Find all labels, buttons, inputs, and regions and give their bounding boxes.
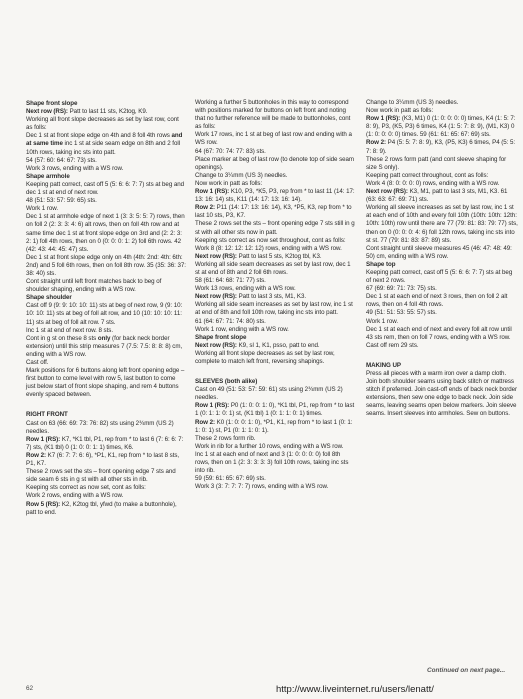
instruction-text: Work 2 rows, ending with a WS row.: [26, 492, 124, 500]
instruction-text: Row 1 (RS): K10, P3, *K5, P3, rep from * to last 11 (14: 17: 13: 16: 14) sts, K11 (14: 17: 13: 16: 14).: [195, 188, 355, 204]
instruction-text: Dec 1 st at each end of next 3 rows, then on foll 2 alt rows, then on 4 foll 4th rows.: [366, 293, 508, 309]
instruction-text: Working all sleeve increases as set by last row, inc 1 st at each end of 10th and every foll 10th (10th: 10th: 12th: 10th: 10th) row until there are 77 (79: 81: 83: 79: 77) sts, then on 0 (0: 0: 0: 4: 6) foll 12th rows, taking inc sts into st st. 77 (79: 81: 83: 87: 89) sts.: [366, 204, 518, 244]
heading-sleeves: SLEEVES (both alike): [195, 378, 258, 386]
instruction-text: Work 17 rows, inc 1 st at beg of last row and ending with a WS row.: [195, 131, 352, 147]
instruction-text: Row 1 (RS): P0 (1: 0: 0: 1: 0), *K1 tbl, P1, rep from * to last 1 (0: 1: 1: 0: 1) st, (K1 tbl) 1 (0: 1: 1: 0: 1) times.: [195, 402, 355, 418]
instruction-text: Working all front slope decreases as set by last row, cont as folls:: [26, 116, 179, 132]
instruction-text: Cast on 63 (66: 69: 73: 76: 82) sts using 2¾mm (US 2) needles.: [26, 419, 174, 435]
instruction-text: Working all front slope decreases as set by last row, complete to match left front, reversing shapings.: [195, 349, 335, 365]
instruction-text: Working all side seam decreases as set by last row, dec 1 st at end of 8th and 2 foll 6th rows.: [195, 260, 351, 276]
instruction-text: Now work in patt as folls:: [195, 179, 263, 187]
instruction-text: Dec 1 st at each end of next and every foll alt row until 43 sts rem, then on foll 7 rows, ending with a WS row.: [366, 325, 512, 341]
instruction-text: Cast off 9 (9: 9: 10: 10: 11) sts at beg of next row, 9 (9: 10: 10: 10: 11) sts at beg of foll alt row, and 10 (10: 10: 10: 11: 11) sts at beg of foll alt row. 7 sts.: [26, 302, 183, 326]
instruction-text: Cast off.: [26, 359, 49, 366]
instruction-text: Cont straight until left front matches back to beg of shoulder shaping, ending with a WS row.: [26, 278, 162, 294]
instruction-text: Row 2: P11 (14: 17: 13: 16: 14), K3, *P5, K3, rep from * to last 10 sts, P3, K7.: [195, 204, 352, 220]
instruction-text: These 2 rows form patt (and cont sleeve shaping for size S only).: [366, 155, 507, 171]
instruction-text: Place marker at beg of last row (to denote top of side seam openings).: [195, 155, 355, 171]
instruction-text: Work 4 (8: 0: 0: 0: 0) rows, ending with a WS row.: [366, 179, 500, 187]
instruction-text: Next row (RS): K9, sl 1, K1, psso, patt to end.: [195, 341, 320, 349]
instruction-text: Next row (RS): Patt to last 3 sts, M1, K3.: [195, 293, 307, 301]
instruction-text: Change to 3¼mm (US 3) needles.: [366, 99, 459, 106]
instruction-text: Cont in g st on these 8 sts only (for back neck border extension) until this strip measures 7 (7.5: 7.5: 8: 8: 8) cm, ending with a WS row.: [26, 334, 183, 358]
instruction-text: Dec 1 st at front slope edge only on 4th (4th: 2nd: 4th: 6th: 2nd) and 5 foll 6th rows, then on foll 8th row. 35 (35: 36: 37: 38: 40) sts.: [26, 253, 186, 277]
instruction-text: Next row (RS): Patt to last 11 sts, K2tog, K9.: [26, 108, 148, 116]
column-right: [366, 99, 518, 419]
instruction-text: Inc 1 st at each end of next and 3 (1: 0: 0: 0: 0) foll 8th rows, then on 1 (2: 3: 3: 3: 3) foll 10th rows, taking inc sts into rib.: [195, 450, 349, 475]
instruction-text: Keeping sts correct as now set, cont as folls:: [26, 484, 146, 492]
instruction-text: Keeping patt correct throughout, cont as folls:: [366, 171, 489, 179]
heading-shape-shoulder: Shape shoulder: [26, 294, 72, 302]
instruction-text: Mark positions for 6 buttons along left front opening edge – first button to come level with row 5, last button to come just below start of front slope shaping, and rem 4 buttons evenly spaced between.: [26, 367, 185, 399]
instruction-text: Work 3 rows, ending with a WS row.: [26, 164, 124, 172]
instruction-text: Now work in patt as folls:: [366, 107, 434, 115]
instruction-text: Cast on 49 (51: 53: 57: 59: 61) sts using 2¾mm (US 2) needles.: [195, 386, 343, 402]
instruction-text: Row 1 (RS): K7, *K1 tbl, P1, rep from * to last 6 (7: 6: 6: 7: 7) sts, (K1 tbl) 0 (1: 0: 0: 1: 1) times, K6.: [26, 435, 184, 451]
instruction-text: These 2 rows set the sts – front opening edge 7 sts and side seam 6 sts in g st with all other sts in rib.: [26, 468, 176, 484]
instruction-text: Change to 3¼mm (US 3) needles.: [195, 171, 288, 179]
instruction-text: Working a further 5 buttonholes in this way to correspond with positions marked for buttons on left front and noting that no further reference will be made to buttonholes, cont as folls:: [195, 99, 351, 131]
instruction-text: Join both shoulder seams using back stitch or mattress stitch if preferred. Join cast-off ends of back neck border extensions, then sew one edge to back neck. Join side seams, leaving seams open below markers. Join sleeve seams. Insert sleeves into armholes. Sew on buttons.: [366, 378, 518, 418]
stitch-count: 67 (69: 69: 71: 73: 75) sts.: [366, 285, 437, 293]
spacer: [366, 350, 518, 362]
column-middle: [195, 99, 355, 491]
spacer: [26, 399, 186, 411]
column-left: [26, 100, 186, 517]
instruction-text: Work 3 (3: 7: 7: 7: 7) rows, ending with a WS row.: [195, 483, 329, 491]
instruction-text: Inc 1 st at end of next row. 8 sts.: [26, 326, 113, 334]
instruction-text: Row 2: K0 (1: 0: 0: 1: 0), *P1, K1, rep from * to last 1 (0: 1: 1: 0: 1) st, P1 (0: 1: 1: 0: 1).: [195, 418, 353, 434]
instruction-text: Work in rib for a further 10 rows, ending with a WS row.: [195, 442, 344, 450]
heading-making-up: MAKING UP: [366, 361, 401, 369]
instruction-text: Work 1 row, ending with a WS row.: [195, 325, 289, 333]
instruction-text: Next row (RS): K3, M1, patt to last 3 sts, M1, K3. 61 (63: 63: 67: 69: 71) sts.: [366, 188, 508, 204]
instruction-text: Press all pieces with a warm iron over a damp cloth.: [366, 370, 507, 377]
instruction-text: Keeping patt correct, cast off 5 (5: 6: 6: 7: 7) sts at beg and dec 1 st at end of next row.: [26, 180, 185, 197]
instruction-text: Work 13 rows, ending with a WS row.: [195, 285, 296, 293]
heading-right-front: RIGHT FRONT: [26, 411, 68, 419]
stitch-count: 49 (51: 51: 53: 55: 57) sts.: [366, 309, 437, 317]
stitch-count: 64 (67: 70: 74: 77: 83) sts.: [195, 147, 266, 155]
instruction-text: Next row (RS): Patt to last 5 sts, K2tog tbl, K3.: [195, 252, 322, 260]
instruction-text: Row 1 (RS): (K3, M1) 0 (1: 0: 0: 0: 0) times, K4 (1: 5: 7: 8: 9), P3, (K5, P3) 6 times, K4 (1: 5: 7: 8: 9), (M1, K3) 0 (1: 0: 0: 0: 0) times. 59 (61: 61: 65: 67: 69) sts.: [366, 115, 516, 139]
heading-shape-armhole: Shape armhole: [26, 172, 70, 180]
stitch-count: 59 (59: 61: 65: 67: 69) sts.: [195, 475, 266, 483]
instruction-text: Row 2: P4 (5: 5: 7: 8: 9), K3, (P5, K3) 6 times, P4 (5: 5: 7: 8: 9).: [366, 139, 516, 155]
instruction-text: Row 5 (RS): K2, K2tog tbl, yfwd (to make a buttonhole), patt to end.: [26, 500, 177, 516]
stitch-count: 61 (64: 67: 71: 74: 80) sts.: [195, 317, 266, 325]
instruction-text: Dec 1 st at armhole edge of next 1 (3: 3: 5: 5: 7) rows, then on foll 2 (2: 3: 3: 4: 6) alt rows, then on foll 4th row and at same time dec 1 st at front slope edge on 3rd and (2: 2: 3: 2: 1) foll 4th rows, then on 0 (0: 0: 0: 1: 2) foll 6th rows. 42 (42: 43: 44: 45: 47) sts.: [26, 213, 185, 253]
instruction-text: Cont straight until sleeve measures 45 (46: 47: 48: 49: 50) cm, ending with a WS row.: [366, 244, 512, 260]
instruction-text: Row 2: K7 (6: 7: 7: 6: 6), *P1, K1, rep from * to last 8 sts, P1, K7.: [26, 451, 180, 468]
instruction-text: Working all side seam increases as set by last row, inc 1 st at end of 8th and foll 10th row, taking inc sts into patt.: [195, 301, 353, 317]
instruction-text: These 2 rows form rib.: [195, 434, 256, 442]
instruction-text: Work 1 row.: [26, 205, 59, 213]
instruction-text: Keeping sts correct as now set throughout, cont as folls:: [195, 236, 346, 244]
stitch-count: 54 (57: 60: 64: 67: 73) sts.: [26, 156, 97, 164]
continued-note: Continued on next page...: [427, 667, 506, 674]
heading-shape-front-slope: Shape front slope: [195, 333, 247, 341]
page-number: 62: [26, 685, 34, 692]
instruction-text: These 2 rows set the sts – front opening edge 7 sts still in g st with all other sts now in patt.: [195, 220, 355, 236]
instruction-text: Keeping patt correct, cast off 5 (5: 6: 6: 7: 7) sts at beg of next 2 rows.: [366, 268, 513, 285]
heading-shape-top: Shape top: [366, 260, 396, 268]
stitch-count: 48 (51: 53: 57: 59: 65) sts.: [26, 197, 97, 205]
instruction-text: Dec 1 st at front slope edge on 4th and 8 foll 4th rows and at same time inc 1 st at side seam edge on 8th and 2 foll 10th rows, taking inc sts into patt.: [26, 132, 183, 156]
instruction-text: Cast off rem 29 sts.: [366, 341, 419, 349]
stitch-count: 58 (61: 64: 68: 71: 77) sts.: [195, 277, 266, 285]
watermark-url: http://www.liveinternet.ru/users/lenatt/: [276, 684, 434, 695]
instruction-text: Work 8 (8: 12: 12: 12: 12) rows, ending with a WS row.: [195, 244, 342, 252]
spacer: [195, 366, 355, 378]
heading-shape-front-slope: Shape front slope: [26, 100, 78, 107]
instruction-text: Work 1 row.: [366, 317, 399, 325]
